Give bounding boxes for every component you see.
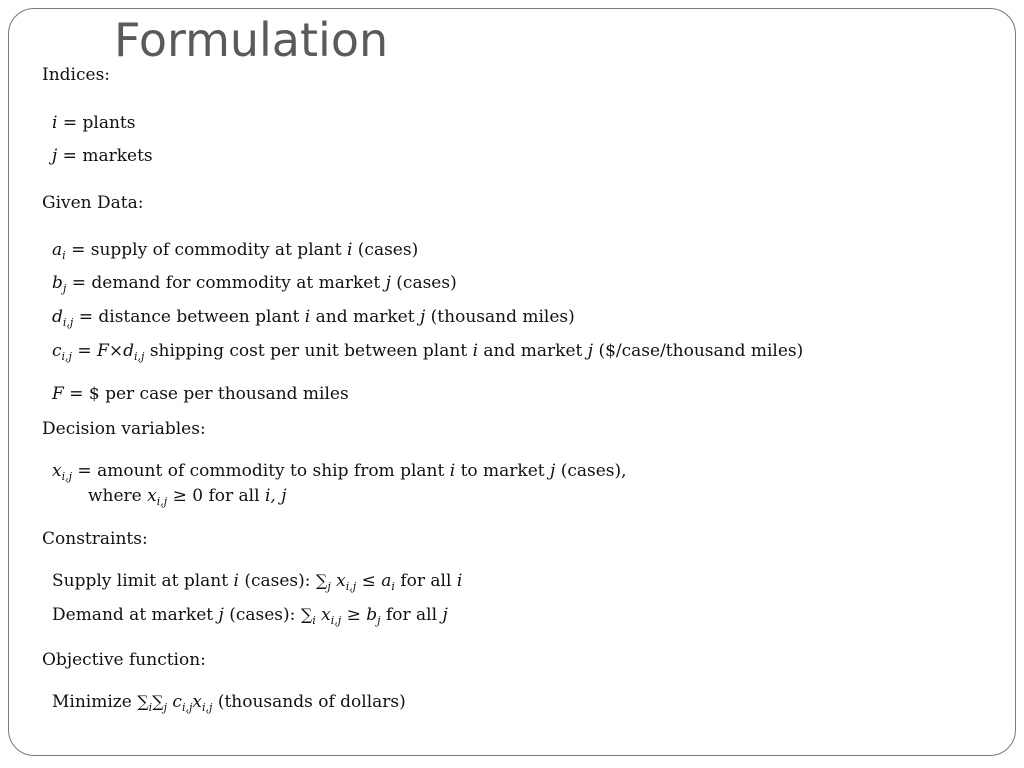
index-j-text: markets — [82, 146, 153, 166]
constraint-demand-cases: (cases): — [229, 605, 296, 625]
section-constraints: Constraints: — [42, 529, 148, 549]
given-f-line: F = $ per case per thousand miles — [52, 384, 349, 404]
index-i-text: plants — [82, 113, 136, 133]
decision-x-line: $x_{i,j}$ = amount of commodity to ship from plant i to market j (cases), — [52, 461, 627, 483]
constraint-supply-forall: for all — [400, 571, 452, 591]
constraint-demand-forall: for all — [385, 605, 438, 625]
decision-x-mid: to market — [460, 461, 545, 481]
given-c-mid: and market — [483, 341, 583, 361]
objective-tail: (thousands of dollars) — [217, 692, 406, 712]
decision-for-all: for all — [208, 486, 260, 506]
decision-x-text: amount of commodity to ship from plant — [97, 461, 445, 481]
section-objective-function: Objective function: — [42, 650, 206, 670]
index-j-line: j = markets — [52, 146, 153, 166]
decision-where-text: where — [88, 486, 142, 506]
constraint-supply-label: Supply limit at plant — [52, 571, 229, 591]
constraint-demand-label: Demand at market — [52, 605, 214, 625]
given-d-line: $d_{i,j}$ = distance between plant i and market j (thousand miles) — [52, 307, 575, 329]
given-b-line: $b_j$ = demand for commodity at market j (cases) — [52, 273, 457, 295]
given-f-text: $ per case per thousand miles — [88, 384, 349, 404]
constraint-demand-line: Demand at market j (cases): $\sum_i$ $x_{i,j} \ge b_j$ for all j — [52, 605, 448, 627]
given-d-mid: and market — [315, 307, 415, 327]
section-decision-variables: Decision variables: — [42, 419, 206, 439]
given-a-text: supply of commodity at plant — [90, 240, 342, 260]
decision-where-line: where $x_{i,j} \ge 0$ for all i, j — [88, 486, 287, 508]
given-a-tail: (cases) — [357, 240, 419, 260]
constraint-supply-line: Supply limit at plant i (cases): $\sum_j$ $x_{i,j} \le a_i$ for all i — [52, 571, 463, 593]
slide-title: Formulation — [114, 13, 389, 67]
objective-minimize: Minimize — [52, 692, 132, 712]
given-c-text: shipping cost per unit between plant — [149, 341, 468, 361]
given-d-text: distance between plant — [98, 307, 300, 327]
section-given-data: Given Data: — [42, 193, 144, 213]
given-b-tail: (cases) — [396, 273, 457, 293]
slide-frame — [8, 8, 1016, 756]
constraint-supply-cases: (cases): — [244, 571, 311, 591]
given-a-line: $a_i$ = supply of commodity at plant i (cases) — [52, 240, 419, 262]
decision-x-tail: (cases), — [560, 461, 627, 481]
given-d-tail: (thousand miles) — [430, 307, 575, 327]
given-b-text: demand for commodity at market — [91, 273, 381, 293]
index-i-line: i = plants — [52, 113, 136, 133]
given-c-tail: ($/case/thousand miles) — [598, 341, 804, 361]
given-c-line: $c_{i,j} = F\times d_{i,j}$ shipping cost per unit between plant i and market j ($/case/thousand miles) — [52, 341, 804, 363]
section-indices: Indices: — [42, 65, 111, 85]
objective-line: Minimize $\sum_i\sum_j$ $c_{i,j}x_{i,j}$ (thousands of dollars) — [52, 692, 406, 714]
